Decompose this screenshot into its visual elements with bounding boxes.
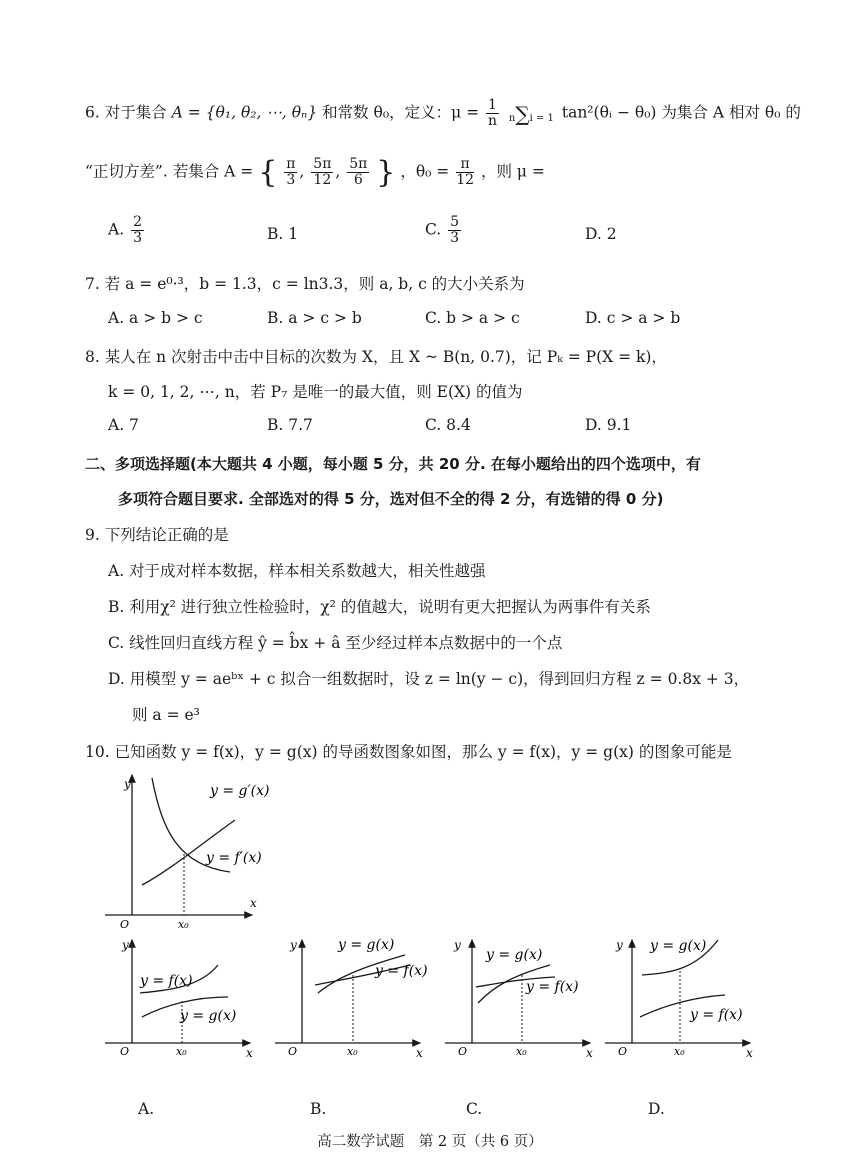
q8-option-d: D. 9.1 — [585, 416, 632, 434]
svg-text:y: y — [124, 777, 131, 791]
graph-option-b — [270, 935, 430, 1065]
q8-option-a: A. 7 — [108, 416, 139, 434]
section2-heading-cont: 多项符合题目要求. 全部选对的得 5 分，选对但不全的得 2 分，有选错的得 0 分) — [118, 490, 664, 508]
q7-option-a: A. a > b > c — [108, 309, 203, 327]
svg-text:x: x — [586, 1046, 593, 1060]
q7-option-b: B. a > c > b — [267, 309, 362, 327]
svg-text:x: x — [246, 1046, 253, 1060]
q8-option-b: B. 7.7 — [267, 416, 313, 434]
svg-text:x₀: x₀ — [674, 1045, 685, 1058]
q6-option-d: D. 2 — [585, 225, 617, 243]
section2-heading: 二、多项选择题(本大题共 4 小题，每小题 5 分，共 20 分. 在每小题给出的四个选项中，有 — [85, 455, 701, 473]
svg-text:x: x — [250, 896, 257, 910]
sum-symbol: n∑i = 1 — [508, 101, 554, 126]
svg-text:y = f(x): y = f(x) — [375, 963, 428, 979]
q6-option-c: C. $\frac{5}{3}$ — [425, 214, 460, 246]
svg-text:y = g(x): y = g(x) — [180, 1008, 237, 1024]
svg-text:y = g′(x): y = g′(x) — [210, 783, 270, 799]
svg-text:O: O — [458, 1045, 468, 1058]
svg-text:y: y — [290, 938, 297, 952]
svg-text:x: x — [416, 1046, 423, 1060]
q8-option-c: C. 8.4 — [425, 416, 471, 434]
svg-text:x: x — [746, 1046, 753, 1060]
svg-text:O: O — [618, 1045, 628, 1058]
q9-option-a: A. 对于成对样本数据，样本相关系数越大，相关性越强 — [108, 562, 486, 580]
svg-text:y = f(x): y = f(x) — [140, 973, 193, 989]
graph-b-label: B. — [310, 1100, 327, 1118]
derivative-graph — [100, 770, 280, 935]
graph-a-label: A. — [138, 1100, 155, 1118]
q6-sum-expr: tan²(θᵢ − θ₀) — [561, 103, 657, 122]
svg-text:y = g(x): y = g(x) — [338, 937, 395, 953]
svg-text:y = f(x): y = f(x) — [526, 979, 579, 995]
svg-text:y: y — [616, 938, 623, 952]
svg-text:O: O — [120, 1045, 130, 1058]
q6-frac-1n: $\frac{1}{n}$ — [487, 97, 497, 129]
q7-option-c: C. b > a > c — [425, 309, 520, 327]
q9-option-d-cont: 则 a = e³ — [132, 706, 200, 724]
q6-def: 和常数 θ₀，定义：μ = — [322, 103, 480, 122]
svg-text:x₀: x₀ — [176, 1045, 187, 1058]
q6-line2: “正切方差”. 若集合 A = { $\frac{\pi}{3}$ , $\frac{5\pi}{12}$ , $\frac{5\pi}{6}$ } ，θ₀ = $\frac{\pi}{12}$ ，则 μ = — [85, 155, 545, 190]
svg-text:x₀: x₀ — [178, 918, 189, 931]
q7-stem: 7. 若 a = e⁰·³，b = 1.3，c = ln3.3，则 a, b, c 的大小关系为 — [85, 275, 525, 293]
q9-option-c: C. 线性回归直线方程 ŷ = b̂x + â 至少经过样本点数据中的一个点 — [108, 634, 563, 652]
graph-option-c — [440, 935, 600, 1065]
svg-text:x₀: x₀ — [516, 1045, 527, 1058]
q9-option-b: B. 利用χ² 进行独立性检验时，χ² 的值越大，说明有更大把握认为两事件有关系 — [108, 598, 651, 616]
page-footer: 高二数学试题 第 2 页（共 6 页） — [317, 1134, 543, 1150]
svg-text:y = f′(x): y = f′(x) — [206, 850, 262, 866]
svg-text:O: O — [288, 1045, 298, 1058]
q9-option-d: D. 用模型 y = aeᵇˣ + c 拟合一组数据时，设 z = ln(y − c)，得到回归方程 z = 0.8x + 3， — [108, 670, 750, 688]
svg-text:O: O — [120, 918, 130, 931]
q6-line1 — [85, 98, 801, 129]
svg-text:y: y — [454, 938, 461, 952]
graph-d-label: D. — [648, 1100, 665, 1118]
q8-line1: 8. 某人在 n 次射击中击中目标的次数为 X，且 X ~ B(n, 0.7)，记 Pₖ = P(X = k)， — [85, 348, 667, 366]
q6-text: 6. 对于集合 — [85, 103, 167, 122]
q6-option-b: B. 1 — [267, 225, 299, 243]
graph-c-label: C. — [466, 1100, 483, 1118]
svg-text:y = g(x): y = g(x) — [650, 938, 707, 954]
svg-text:y = f(x): y = f(x) — [690, 1007, 743, 1023]
q6-text-c: 为集合 A 相对 θ₀ 的 — [661, 103, 801, 122]
q6-option-a: A. $\frac{2}{3}$ — [108, 214, 142, 246]
q6-text2: “正切方差”. 若集合 A = — [85, 162, 254, 181]
q10-stem: 10. 已知函数 y = f(x)，y = g(x) 的导函数图象如图，那么 y = f(x)，y = g(x) 的图象可能是 — [85, 743, 732, 761]
svg-text:y = g(x): y = g(x) — [486, 947, 543, 963]
svg-text:x₀: x₀ — [347, 1045, 358, 1058]
q7-option-d: D. c > a > b — [585, 309, 681, 327]
q8-line2: k = 0, 1, 2, ⋯, n，若 P₇ 是唯一的最大值，则 E(X) 的值为 — [108, 383, 523, 401]
svg-text:y: y — [122, 938, 129, 952]
q9-stem: 9. 下列结论正确的是 — [85, 526, 229, 544]
graph-option-d — [600, 935, 760, 1065]
graph-option-a — [100, 935, 260, 1065]
q6-set: A = {θ₁, θ₂, ⋯, θₙ} — [171, 103, 318, 122]
